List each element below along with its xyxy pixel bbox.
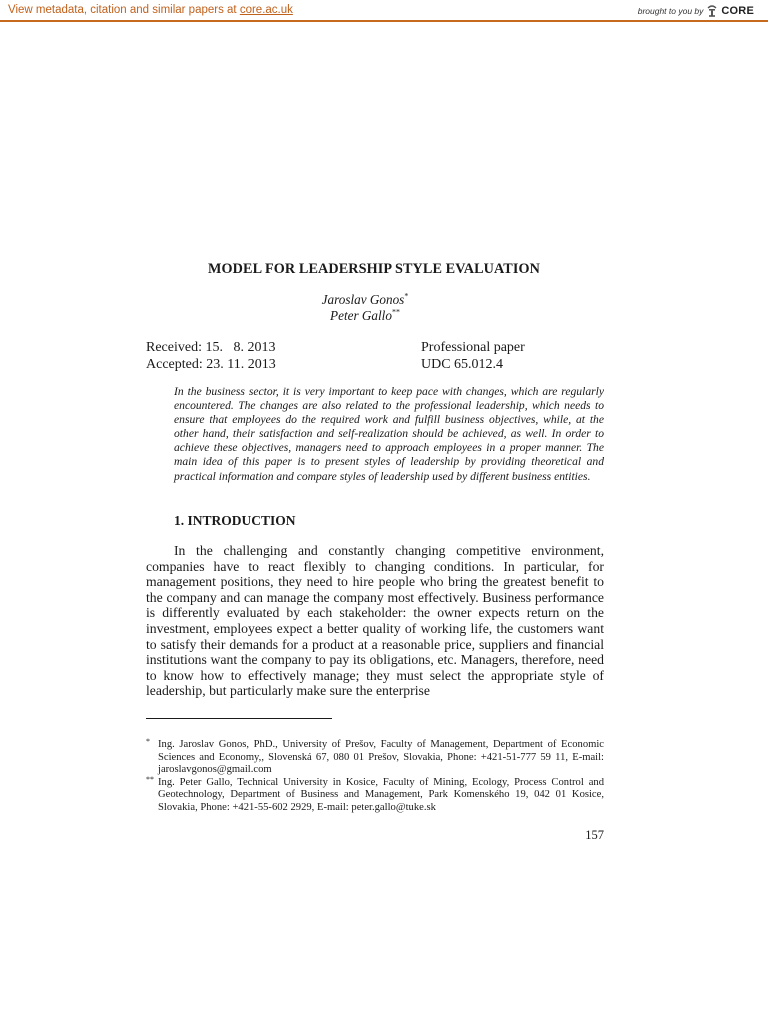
footnote-1-text: Ing. Jaroslav Gonos, PhD., University of Prešov, Faculty of Management, Department of Economic Sciences and Economy,, Slovenská 67, 080 01 Prešov, Slovakia, Phone: +421-51-777 59 11, E-mail: jaroslavgonos@gmail.com bbox=[158, 739, 604, 775]
banner-brand[interactable] bbox=[638, 4, 754, 17]
received-date: Received: 15. 8. 2013 bbox=[146, 340, 276, 355]
brought-to-you-text: brought to you by bbox=[637, 5, 704, 16]
submission-dates bbox=[146, 340, 276, 373]
banner-prefix: View metadata, citation and similar papers at bbox=[8, 4, 240, 16]
paper-type: Professional paper bbox=[421, 340, 525, 355]
section-heading-introduction: 1. INTRODUCTION bbox=[174, 513, 296, 528]
footnote-2 bbox=[146, 774, 604, 815]
introduction-paragraph: In the challenging and constantly changing competitive environment, companies have to react flexibly to changing conditions. In particular, for management positions, they need to hire people who bring the greatest benefit to the company and can manage the company most effectively. Business performance is differently evaluated by each stakeholder: the owner expects return on the investment, employees expect a better quality of working life, the customers want to satisfy their demands for a product at a reasonable price, suppliers and financial institutions want the company to pay its obligations, etc. Managers, therefore, need to know how to effectively manage; they must select the appropriate style of leadership, but particularly make sure the enterprise bbox=[146, 543, 604, 699]
footnote-2-mark: ** bbox=[146, 774, 154, 784]
author-2: Peter Gallo** bbox=[330, 307, 400, 323]
accepted-date: Accepted: 23. 11. 2013 bbox=[146, 356, 276, 372]
page-number: 157 bbox=[585, 828, 604, 842]
footnotes bbox=[146, 739, 604, 814]
author-list bbox=[0, 292, 730, 324]
paper-title: MODEL FOR LEADERSHIP STYLE EVALUATION bbox=[208, 261, 540, 277]
core-banner bbox=[0, 0, 768, 22]
footnote-divider bbox=[146, 718, 332, 719]
footnote-1-mark: * bbox=[146, 737, 150, 746]
core-brand: CORE bbox=[721, 4, 754, 17]
footnote-1 bbox=[146, 739, 604, 777]
author-2-mark: ** bbox=[391, 307, 400, 317]
abstract: In the business sector, it is very important to keep pace with changes, which are regularly encountered. The changes are also related to the professional leadership, which needs to ensure that employees do the required work and fulfill business objectives, while, at the other hand, their satisfaction and self-realization should be achieved, as well. In order to achieve these objectives, managers need to approach employees in a proper manner. The main idea of this paper is to present styles of leadership by providing theoretical and practical information and compare styles of leadership used by different business entities. bbox=[174, 385, 604, 483]
core-link[interactable]: core.ac.uk bbox=[239, 4, 293, 16]
banner-metadata-text bbox=[8, 4, 293, 16]
udc-code: UDC 65.012.4 bbox=[421, 356, 504, 372]
author-1-mark: * bbox=[404, 291, 409, 301]
core-logo-icon bbox=[706, 4, 718, 17]
footnote-2-text: Ing. Peter Gallo, Technical University in Kosice, Faculty of Mining, Ecology, Process Control and Geotechnology, Department of Business and Management, Park Komenského 19, 042 01 Kosice, Slovakia, Phone: +421-55-602 2929, E-mail: peter.gallo@tuke.sk bbox=[158, 776, 604, 813]
paper-classification bbox=[421, 340, 525, 373]
author-1: Jaroslav Gonos* bbox=[321, 291, 409, 307]
